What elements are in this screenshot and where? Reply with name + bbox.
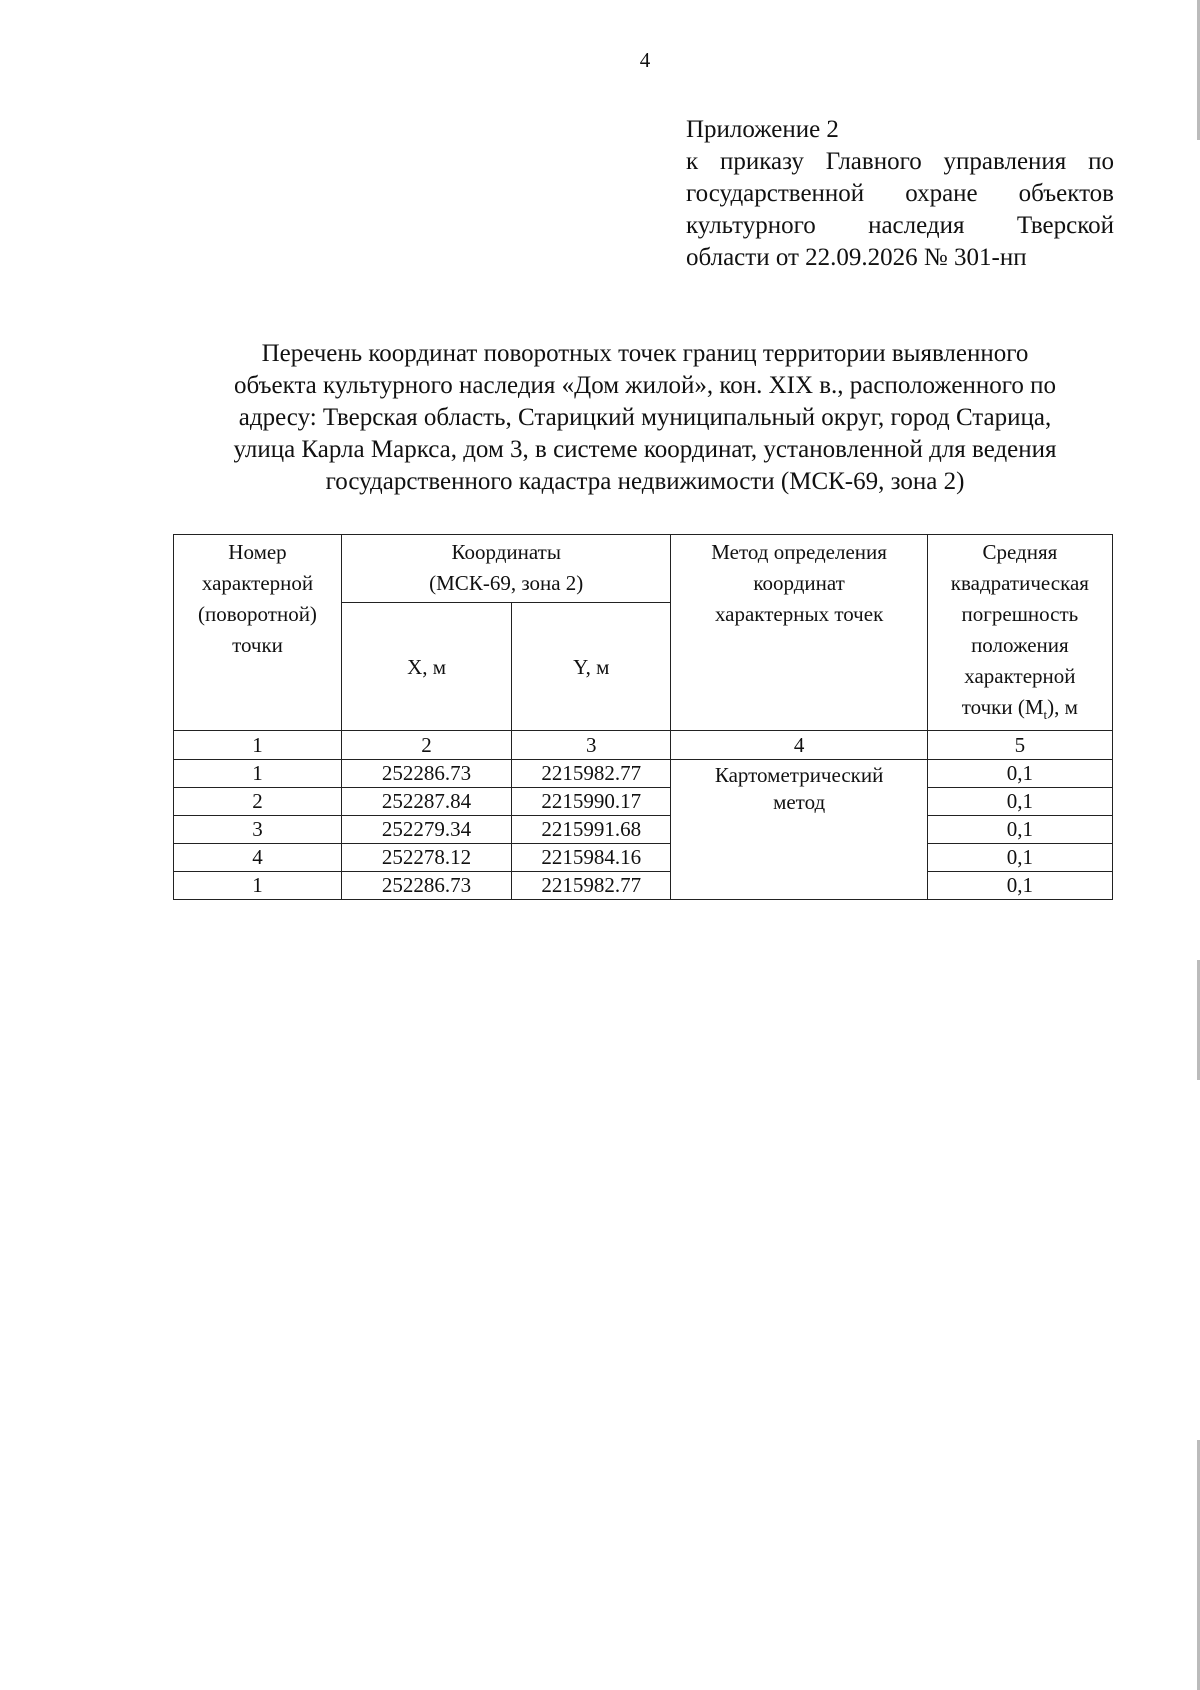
appendix-title: Приложение 2 [686,116,839,143]
y-value: 2215982.77 [512,872,671,900]
error-value: 0,1 [927,788,1112,816]
table-row [174,788,1113,816]
appendix-line: государственной охране объектов [686,180,1114,207]
x-value: 252279.34 [341,816,511,844]
error-value: 0,1 [927,816,1112,844]
title-line: Перечень координат поворотных точек границ территории выявленного [261,340,1029,367]
header-x: X, м [341,602,511,730]
point-number: 2 [174,788,342,816]
column-number: 3 [512,731,671,760]
header-error: Средняя квадратическая погрешность положения характерной точки $(M_t)$, м [927,535,1112,731]
table-row [174,760,1113,788]
point-number: 1 [174,760,342,788]
point-number: 3 [174,816,342,844]
table-row [174,816,1113,844]
point-number: 4 [174,844,342,872]
title-line: улица Карла Маркса, дом 3, в системе координат, установленной для ведения [233,436,1057,463]
table-row [174,872,1113,900]
appendix-line: культурного наследия Тверской [686,212,1114,239]
appendix-line: области от 22.09.2026 № 301-нп [686,244,1027,271]
method-cell: Картометрический метод [671,760,927,900]
title-line: адресу: Тверская область, Старицкий муниципальный округ, город Старица, [238,404,1052,431]
header-point-number: Номер характерной (поворотной) точки [174,535,342,731]
table-row [174,844,1113,872]
coordinates-table [173,534,1113,900]
column-number: 4 [671,731,927,760]
title-line: объекта культурного наследия «Дом жилой», кон. XIX в., расположенного по [234,372,1056,399]
appendix-line: к приказу Главного управления по [686,148,1114,175]
column-number: 2 [341,731,511,760]
appendix-block [686,114,1114,274]
column-number: 5 [927,731,1112,760]
page-number: 4 [639,48,651,72]
x-value: 252286.73 [341,872,511,900]
y-value: 2215982.77 [512,760,671,788]
document-title [170,338,1120,498]
error-value: 0,1 [927,872,1112,900]
column-numbers-row [174,731,1113,760]
header-y: Y, м [512,602,671,730]
header-method: Метод определения координат характерных точек [671,535,927,731]
header-coordinates: Координаты (МСК-69, зона 2) [341,535,670,603]
x-value: 252278.12 [341,844,511,872]
column-number: 1 [174,731,342,760]
x-value: 252287.84 [341,788,511,816]
error-value: 0,1 [927,844,1112,872]
y-value: 2215990.17 [512,788,671,816]
error-value: 0,1 [927,760,1112,788]
title-line: государственного кадастра недвижимости (МСК-69, зона 2) [325,468,965,495]
y-value: 2215984.16 [512,844,671,872]
point-number: 1 [174,872,342,900]
x-value: 252286.73 [341,760,511,788]
y-value: 2215991.68 [512,816,671,844]
